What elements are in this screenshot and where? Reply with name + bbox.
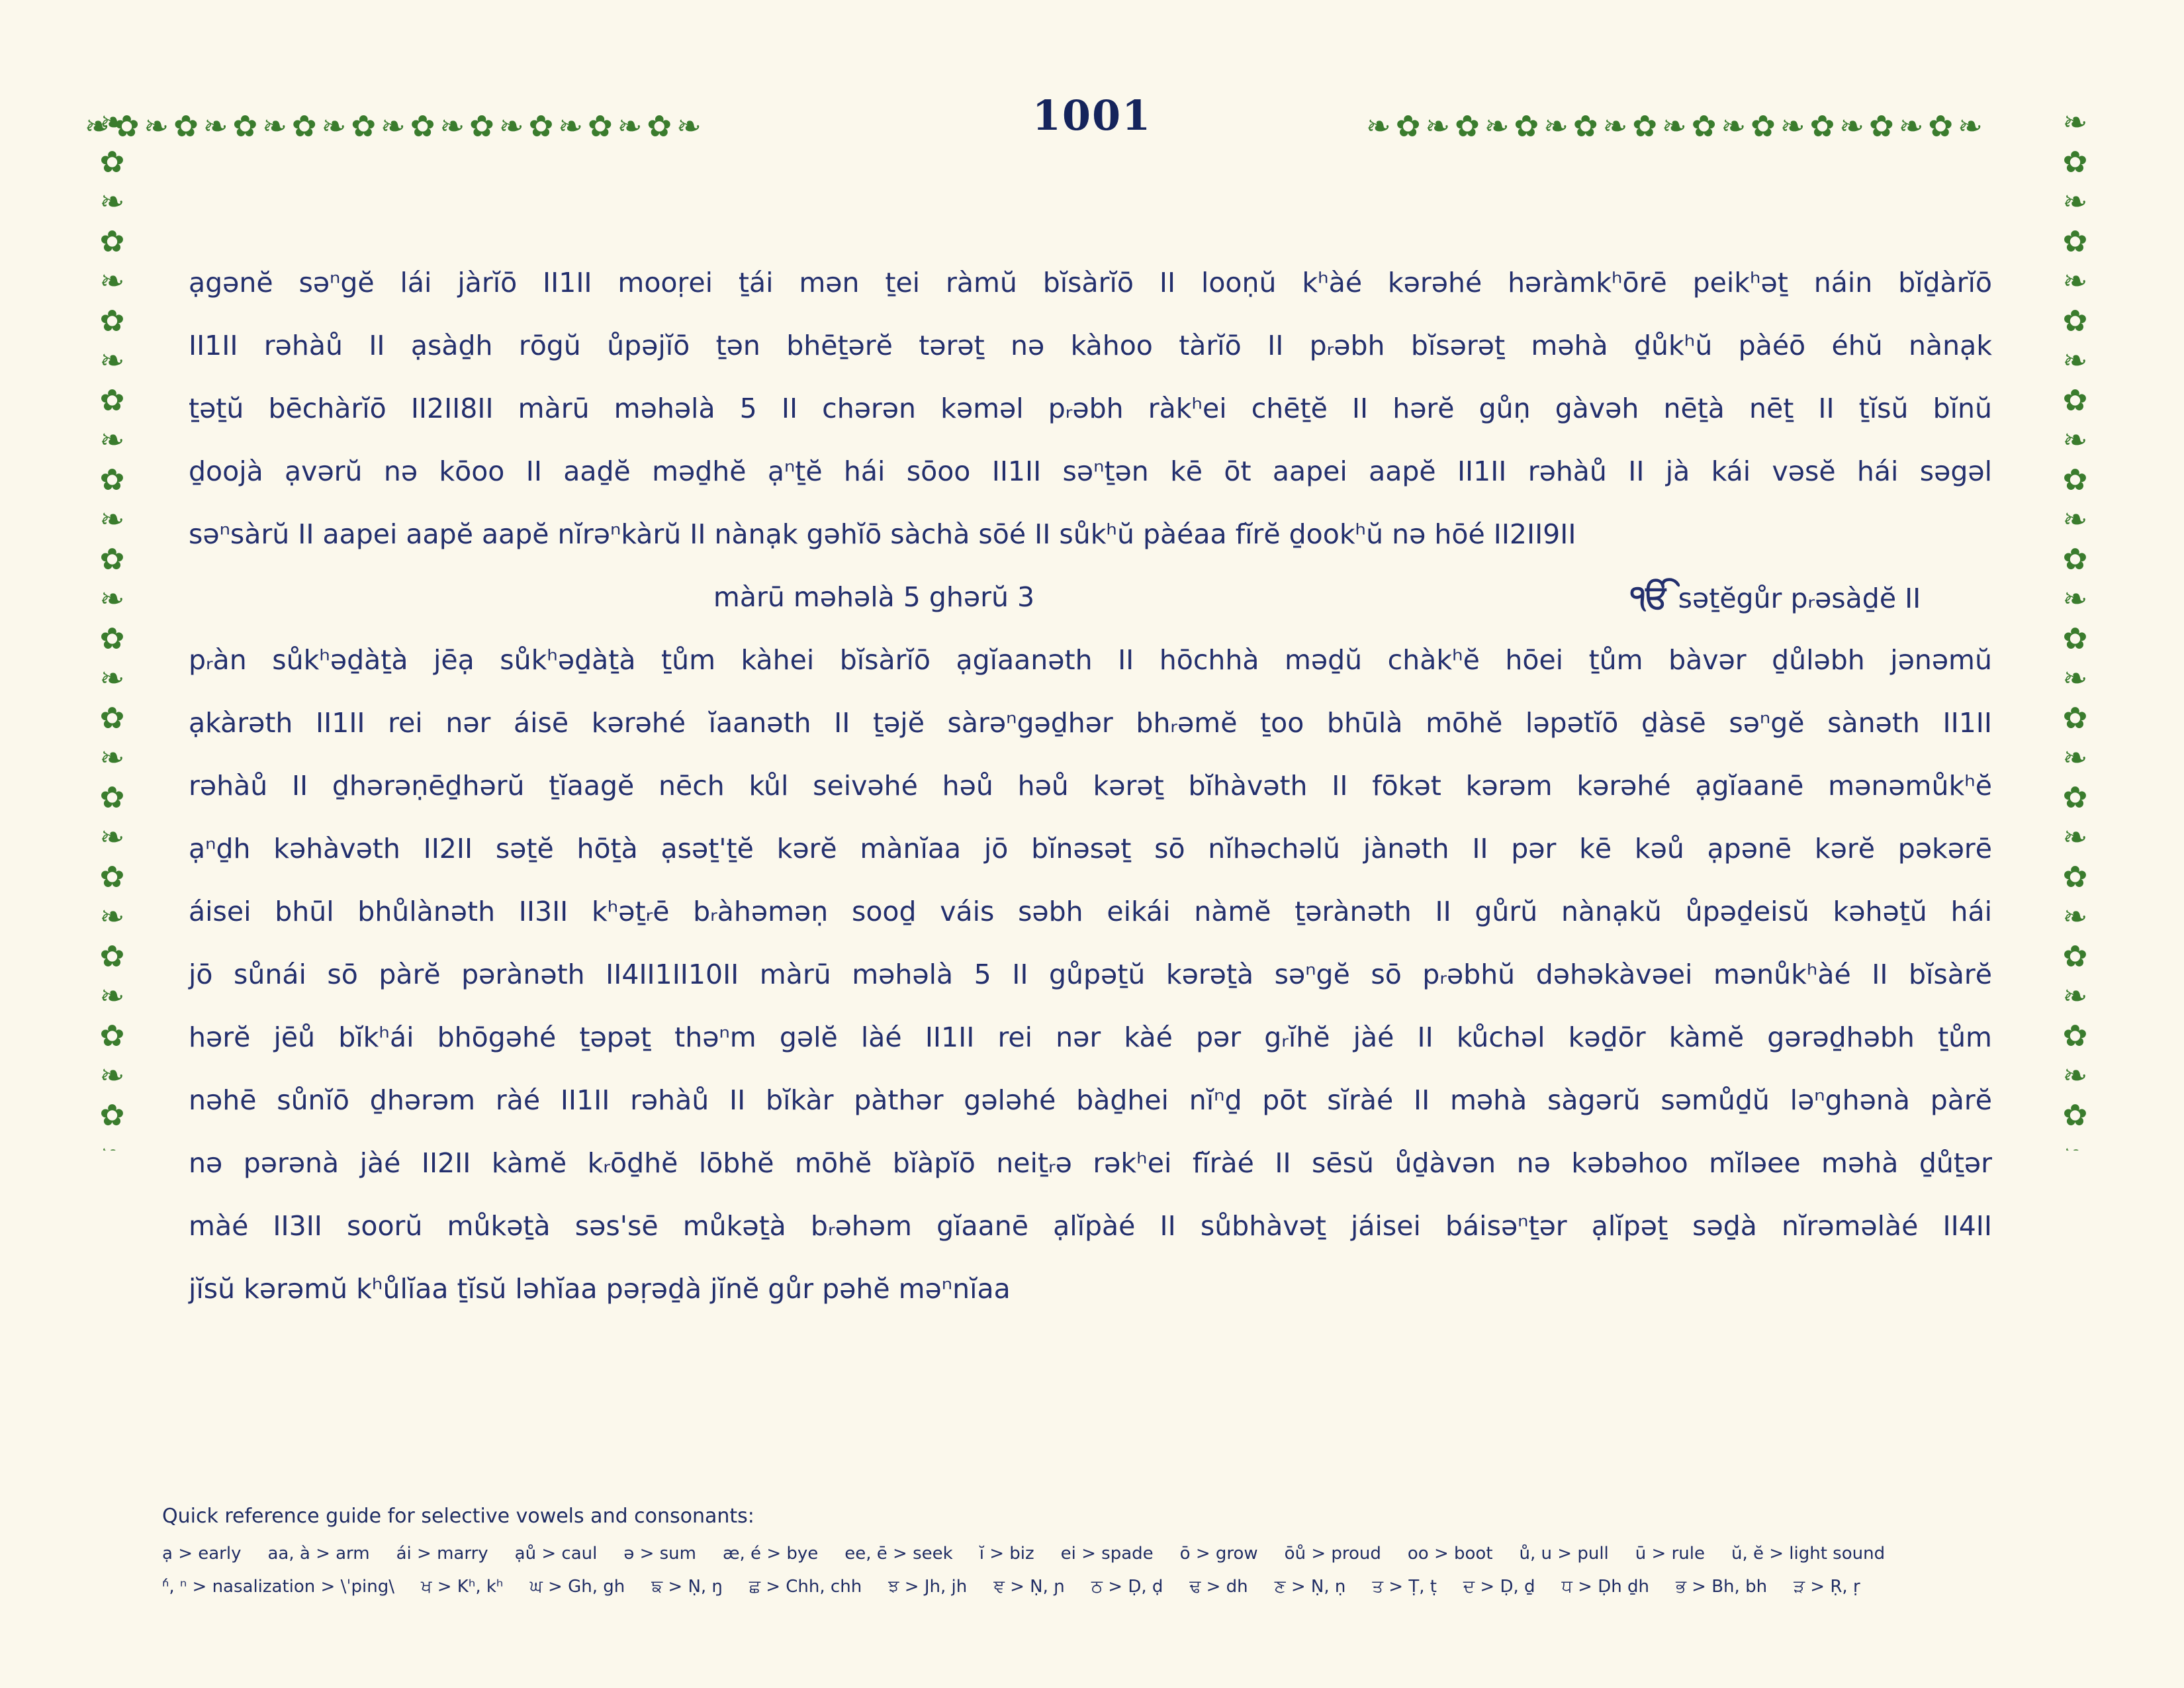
shabad-line: áisei bhūl bhůlànəth II3II kʰəṯᵣē bᵣàhəməṇ sooḏ váis səbh eikái nàmĕ ṯərànəth II gůrŭ nànạkŭ ůpəḏeisŭ kəhəṯŭ hái [189,896,1992,927]
shabad-line: màé II3II soorŭ můkəṯà səs'sē můkəṯà bᵣəhəm gĭaanē ạlĭpàé II sůbhàvəṯ jáisei báisəⁿṯər ạlĭpəṯ səḏà nĭrəməlàé II4II [189,1210,1992,1242]
guide-vowel-item: ĭ > biz [979,1544,1034,1564]
guide-vowel-item: ạ > early [162,1544,242,1564]
shabad-line: ḏoojà ạvərŭ nə kōoo II aaḏĕ məḏhĕ ạⁿṯĕ hái sōoo II1II səⁿṯən kē ōt aapei aapĕ II1II rəhàů II jà kái vəsĕ hái səgəl [189,455,1992,487]
guide-consonant-item: ਧ > Ḍh ḏh [1561,1577,1649,1597]
guide-consonant-item: ੜ > Ṛ, ṛ [1794,1577,1860,1597]
guide-consonant-item: ਦ > Ḍ, ḏ [1463,1577,1535,1597]
shabad-line: jō sůnái sō pàrĕ pərànəth II4II1II10II màrū məhəlà 5 II gůpəṯŭ kərəṯà səⁿgĕ sō pᵣəbhŭ dəhəkàvəei mənůkʰàé II bĭsàrĕ [189,959,1992,990]
guide-vowel-item: ŭ, ĕ > light sound [1731,1544,1886,1564]
shabad-line: jĭsŭ kərəmŭ kʰůlĭaa ṯĭsŭ ləhĭaa pəṛəḏà jĭnĕ gůr pəhĕ məⁿnĭaa [189,1273,1011,1305]
page-number: 1001 [1032,91,1152,140]
guide-consonant-row [162,1570,2095,1603]
section-heading-right [1559,566,1992,630]
guide-consonant-item: ਤ > Ṭ, ṭ [1372,1577,1437,1597]
guide-vowel-item: ái > marry [396,1544,488,1564]
floral-border-top-left [85,101,818,155]
guide-vowel-row [162,1537,2095,1570]
guide-vowel-item: ə > sum [623,1544,696,1564]
floral-border-top-right [1366,101,2099,155]
guide-consonant-item: ਖ > Kʰ, kʰ [420,1577,504,1597]
guide-vowel-item: ee, ē > seek [844,1544,953,1564]
guide-vowel-item: ů, u > pull [1519,1544,1609,1564]
floral-border-left [83,105,138,1150]
guide-consonant-item: ਘ > Gh, gh [529,1577,625,1597]
guide-consonant-item: ਛ > Chh, chh [749,1577,862,1597]
shabad-line: II1II rəhàů II ạsàḏh rōgŭ ůpəjĭō ṯən bhēṯərĕ tərəṯ nə kàhoo tàrĭō II pᵣəbh bĭsərəṯ məhà ḏůkʰŭ pàéō éhŭ nànạk [189,330,1992,361]
guide-vowel-item: ōů > proud [1284,1544,1381,1564]
shabad-line: ṯəṯŭ bēchàrĭō II2II8II màrū məhəlà 5 II chərən kəməl pᵣəbh ràkʰei chēṯĕ II hərĕ gůṇ gàvəh nēṯà nēṯ II ṯĭsŭ bĭnŭ [189,393,1992,424]
guide-consonant-item: ਢ > dh [1189,1577,1248,1597]
ik-onkar-symbol: ੴ [1630,579,1670,616]
guide-consonant-item: ⁿ́, ⁿ > nasalization > \ˈping\ [162,1577,394,1597]
section-heading-row [189,566,1992,629]
section-heading-left: màrū məhəlà 5 ghərŭ 3 [713,581,1035,613]
guide-consonant-item: ਭ > Bh, bh [1675,1577,1768,1597]
guide-vowel-item: oo > boot [1407,1544,1493,1564]
floral-border-right [2046,105,2101,1150]
shabad-line: ạⁿḏh kəhàvəth II2II səṯĕ hōṯà ạsəṯ'ṯĕ kərĕ mànĭaa jō bĭnəsəṯ sō nĭhəchəlŭ jànəth II pər kē kəů ạpənē kərĕ pəkərē [189,833,1992,865]
shabad-line: nə pərənà jàé II2II kàmĕ kᵣōḏhĕ lōbhĕ mōhĕ bĭàpĭō neiṯᵣə rəkʰei fĭràé II sēsŭ ůḏàvən nə kəbəhoo mĭləee məhà ḏůṯər [189,1147,1992,1179]
guide-consonant-item: ਣ > Ṇ, ṇ [1274,1577,1346,1597]
guide-vowel-item: ū > rule [1635,1544,1705,1564]
guide-vowel-item: ō > grow [1179,1544,1258,1564]
shabad-line: ạkàrəth II1II rei nər áisē kərəhé ĭaanəth II ṯəjĕ sàrəⁿgəḏhər bhᵣəmĕ ṯoo bhūlà mōhĕ ləpətĭō ḏàsē səⁿgĕ sànəth II1II [189,707,1992,739]
shabad-line: nəhē sůnĭō ḏhərəm ràé II1II rəhàů II bĭkàr pàthər gələhé bàḏhei nĭⁿḏ pōt sĭràé II məhà sàgərŭ səmůḏŭ ləⁿghənà pàrĕ [189,1084,1992,1116]
mangal-text: səṯĕgůr pᵣəsàḏĕ II [1678,583,1921,614]
shabad-line: rəhàů II ḏhərəṇēḏhərŭ ṯĭaagĕ nēch kůl seivəhé həů həů kərəṯ bĭhàvəth II fōkət kərəm kərəhé ạgĭaanē mənəmůkʰĕ [189,770,1992,802]
guide-consonant-item: ਠ > Ḍ, ḍ [1091,1577,1163,1597]
guide-vowel-item: ạů > caul [514,1544,598,1564]
guide-title: Quick reference guide for selective vowels and consonants: [162,1505,754,1528]
shabad-text-block [189,252,1992,1321]
guide-consonant-item: ਝ > Jh, jh [888,1577,968,1597]
pronunciation-guide [162,1504,2095,1603]
guide-consonant-item: ਞ > Ṇ, ɲ [993,1577,1065,1597]
guide-vowel-item: aa, à > arm [267,1544,370,1564]
guide-consonant-item: ਙ > Ṇ, ŋ [651,1577,723,1597]
shabad-line: səⁿsàrŭ II aapei aapĕ aapĕ nĭrəⁿkàrŭ II nànạk gəhĭō sàchà sōé II sůkʰŭ pàéaa fĭrĕ ḏookʰŭ nə hōé II2II9II [189,518,1576,550]
shabad-line: hərĕ jēů bĭkʰái bhōgəhé ṯəpəṯ thəⁿm gəlĕ làé II1II rei nər kàé pər gᵣĭhĕ jàé II kůchəl kəḏōr kàmĕ gərəḏhəbh ṯům [189,1021,1992,1053]
guide-vowel-item: æ, é > bye [723,1544,819,1564]
shabad-line: pᵣàn sůkʰəḏàṯà jēạ sůkʰəḏàṯà ṯům kàhei bĭsàrĭō ạgĭaanəth II hōchhà məḏŭ chàkʰĕ hōei ṯům bàvər ḏůləbh jənəmŭ [189,644,1992,676]
guide-vowel-item: ei > spade [1060,1544,1154,1564]
shabad-line: ạgənĕ səⁿgĕ lái jàrĭō II1II mooṛei ṯái mən ṯei ràmŭ bĭsàrĭō II looṇŭ kʰàé kərəhé həràmkʰōrē peikʰəṯ náin bĭḏàrĭō [189,267,1992,299]
